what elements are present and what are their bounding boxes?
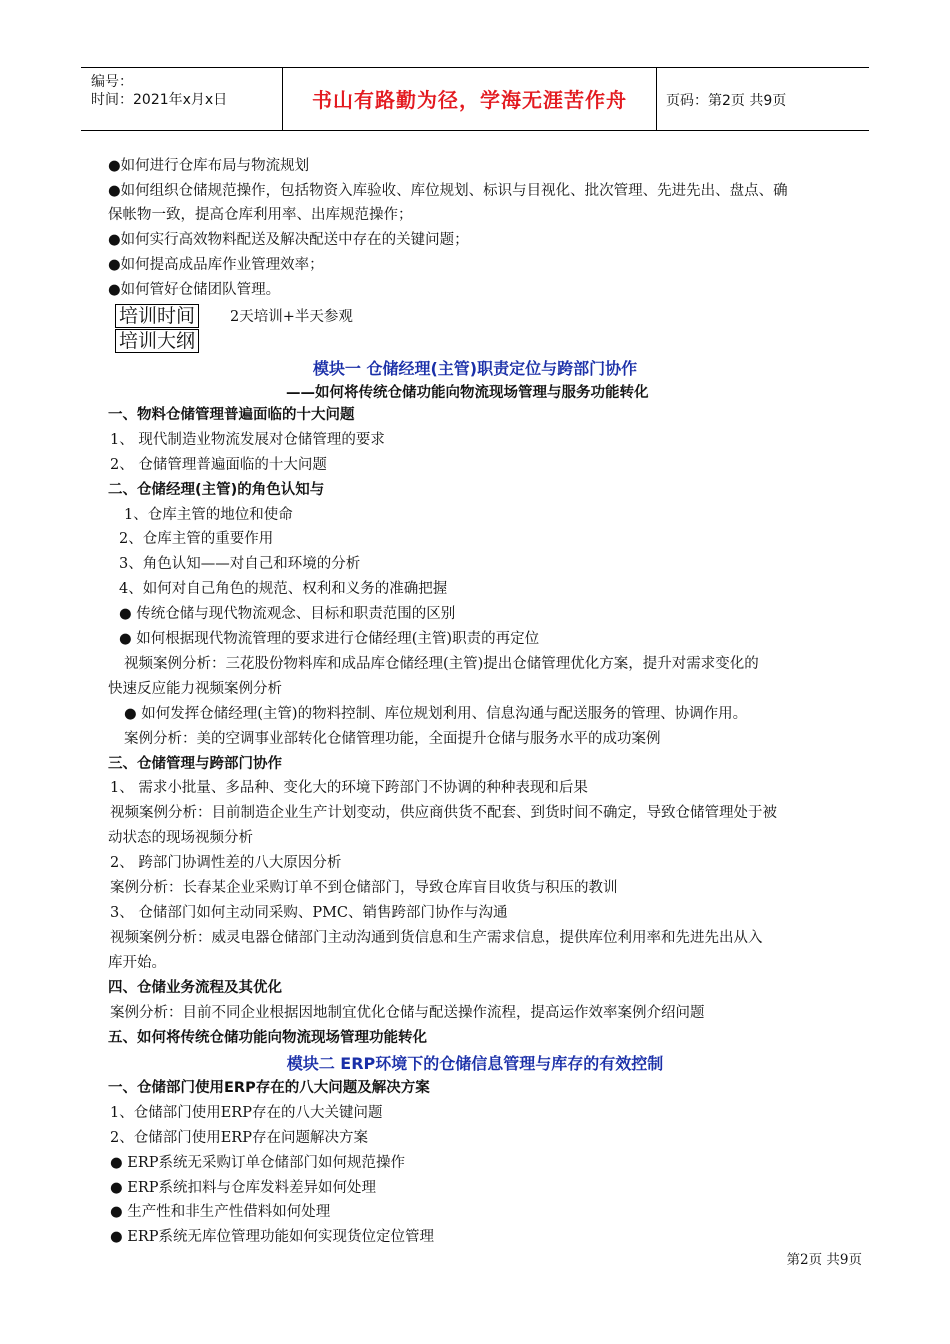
list-item: 1、仓储部门使用ERP存在的八大关键问题: [110, 1105, 383, 1121]
section-heading: 一、物料仓储管理普遍面临的十大问题: [108, 407, 355, 423]
intro-bullet: ●如何组织仓储规范操作，包括物资入库验收、库位规划、标识与目视化、批次管理、先进先出、盘点、确: [108, 183, 788, 199]
intro-bullet: ●如何管好仓储团队管理。: [108, 282, 281, 298]
motto: 书山有路勤为径，学海无涯苦作舟: [312, 88, 627, 112]
case-analysis: 案例分析：目前不同企业根据因地制宜优化仓储与配送操作流程，提高运作效率案例介绍问题: [110, 1005, 705, 1021]
section-heading: 四、仓储业务流程及其优化: [108, 980, 282, 996]
bullet-item: ● ERP系统扣料与仓库发料差异如何处理: [110, 1180, 377, 1196]
list-item: 3、 仓储部门如何主动同采购、PMC、销售跨部门协作与沟通: [110, 905, 508, 921]
section-heading: 一、仓储部门使用ERP存在的八大问题及解决方案: [108, 1080, 430, 1096]
bullet-item: ● 传统仓储与现代物流观念、目标和职责范围的区别: [119, 606, 456, 622]
training-time-label: 培训时间: [115, 304, 199, 328]
training-time-value: 2天培训+半天参观: [230, 309, 353, 325]
list-item: 1、 需求小批量、多品种、变化大的环境下跨部门不协调的种种表现和后果: [110, 780, 588, 796]
case-analysis-continuation: 快速反应能力视频案例分析: [108, 681, 282, 697]
case-analysis-continuation: 动状态的现场视频分析: [108, 830, 253, 846]
bullet-item: ● 如何根据现代物流管理的要求进行仓储经理(主管)职责的再定位: [119, 631, 540, 647]
header-right-cell: [656, 68, 869, 130]
bullet-item: ● ERP系统无库位管理功能如何实现货位定位管理: [110, 1229, 435, 1245]
case-analysis: 视频案例分析：目前制造企业生产计划变动，供应商供货不配套、到货时间不确定，导致仓储管理处于被: [110, 805, 777, 821]
list-item: 3、角色认知——对自己和环境的分析: [119, 556, 361, 572]
case-analysis: 视频案例分析：三花股份物料库和成品库仓储经理(主管)提出仓储管理优化方案，提升对需求变化的: [124, 656, 759, 672]
bullet-item: ● 生产性和非生产性借料如何处理: [110, 1204, 331, 1220]
case-analysis: 视频案例分析：威灵电器仓储部门主动沟通到货信息和生产需求信息，提供库位利用率和先进先出从入: [110, 930, 763, 946]
intro-bullet: ●如何实行高效物料配送及解决配送中存在的关键问题；: [108, 232, 469, 248]
header-left-cell: [81, 68, 281, 130]
list-item: 4、如何对自己角色的规范、权利和义务的准确把握: [119, 581, 448, 597]
page-header: [81, 67, 869, 131]
case-analysis: 案例分析：长春某企业采购订单不到仓储部门，导致仓库盲目收货与积压的教训: [110, 880, 618, 896]
bullet-item: ● 如何发挥仓储经理(主管)的物料控制、库位规划利用、信息沟通与配送服务的管理、协调作用。: [124, 706, 748, 722]
module1-subtitle: ——如何将传统仓储功能向物流现场管理与服务功能转化: [286, 385, 649, 401]
list-item: 2、仓库主管的重要作用: [119, 531, 274, 547]
section-heading: 三、仓储管理与跨部门协作: [108, 756, 282, 772]
footer-page-number: 第2页 共9页: [786, 1252, 862, 1268]
page-label: 页码：第2页 共9页: [666, 93, 787, 109]
time-label: 时间：2021年x月x日: [91, 92, 228, 108]
bullet-item: ● ERP系统无采购订单仓储部门如何规范操作: [110, 1155, 406, 1171]
section-heading: 五、如何将传统仓储功能向物流现场管理功能转化: [108, 1030, 427, 1046]
list-item: 2、 仓储管理普遍面临的十大问题: [110, 457, 327, 473]
intro-bullet: ●如何提高成品库作业管理效率；: [108, 257, 324, 273]
section-heading: 二、仓储经理(主管)的角色认知与: [108, 482, 325, 498]
case-analysis: 案例分析：美的空调事业部转化仓储管理功能，全面提升仓储与服务水平的成功案例: [124, 731, 661, 747]
list-item: 1、 现代制造业物流发展对仓储管理的要求: [110, 432, 385, 448]
intro-bullet-continuation: 保帐物一致，提高仓库利用率、出库规范操作；: [108, 207, 413, 223]
list-item: 2、仓储部门使用ERP存在问题解决方案: [110, 1130, 368, 1146]
case-analysis-continuation: 库开始。: [108, 955, 166, 971]
training-outline-label: 培训大纲: [115, 329, 199, 353]
intro-bullet: ●如何进行仓库布局与物流规划: [108, 158, 310, 174]
serial-label: 编号：: [91, 74, 133, 90]
module1-title: 模块一 仓储经理(主管)职责定位与跨部门协作: [312, 359, 638, 378]
module2-title: 模块二 ERP环境下的仓储信息管理与库存的有效控制: [286, 1054, 664, 1073]
header-motto-cell: [282, 68, 657, 130]
list-item: 2、 跨部门协调性差的八大原因分析: [110, 855, 342, 871]
list-item: 1、仓库主管的地位和使命: [124, 507, 293, 523]
